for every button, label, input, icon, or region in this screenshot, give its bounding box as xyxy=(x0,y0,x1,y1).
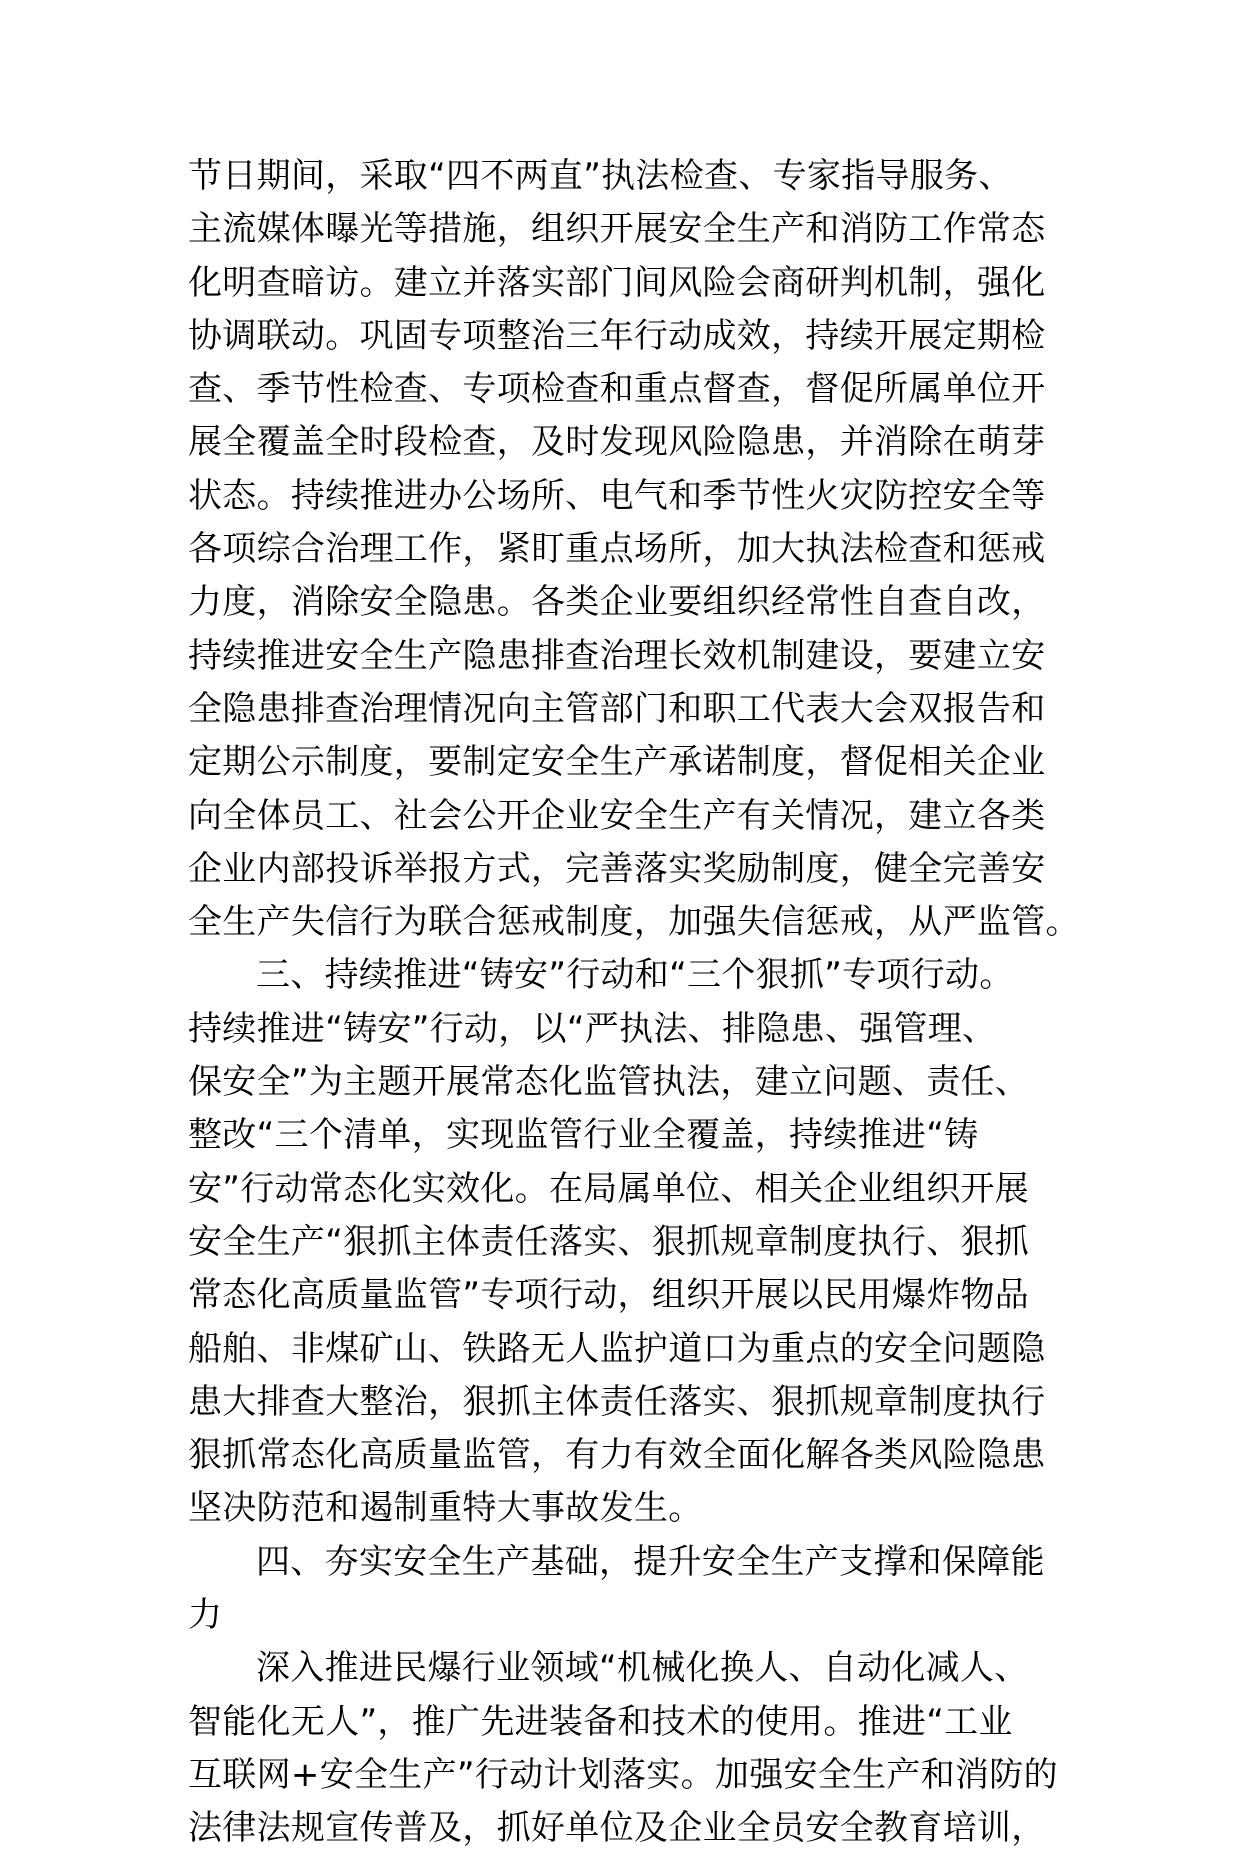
text-line: 状态。持续推进办公场所、电气和季节性火灾防控安全等 xyxy=(188,475,1046,516)
text-line: 全生产失信行为联合惩戒制度，加强失信惩戒，从严监管。 xyxy=(188,902,1080,943)
text-line: 企业内部投诉举报方式，完善落实奖励制度，健全完善安 xyxy=(188,848,1046,889)
text-line: 狠抓常态化高质量监管，有力有效全面化解各类风险隐患 xyxy=(188,1435,1046,1476)
text-line: 四、夯实安全生产基础，提升安全生产支撑和保障能 xyxy=(256,1541,1045,1582)
text-line: 节日期间，采取“四不两直”执法检查、专家指导服务、 xyxy=(188,156,1013,196)
text-line: 主流媒体曝光等措施，组织开展安全生产和消防工作常态 xyxy=(188,209,1046,250)
text-line: 力 xyxy=(188,1595,223,1636)
text-line: 深入推进民爆行业领域“机械化换人、自动化减人、 xyxy=(256,1648,1029,1689)
text-line: 安全生产“狠抓主体责任落实、狠抓规章制度执行、狠抓 xyxy=(188,1221,1030,1262)
text-line: 化明查暗访。建立并落实部门间风险会商研判机制，强化 xyxy=(188,262,1046,303)
text-line: 法律法规宣传普及，抓好单位及企业全员安全教育培训， xyxy=(188,1808,1046,1849)
text-line: 患大排查大整治，狠抓主体责任落实、狠抓规章制度执行 xyxy=(188,1381,1046,1422)
text-line: 持续推进安全生产隐患排查治理长效机制建设，要建立安 xyxy=(188,635,1046,676)
text-line: 三、持续推进“铸安”行动和“三个狠抓”专项行动。 xyxy=(256,955,1014,996)
text-line: 互联网+安全生产”行动计划落实。加强安全生产和消防的 xyxy=(188,1754,1058,1795)
text-line: 查、季节性检查、专项检查和重点督查，督促所属单位开 xyxy=(188,369,1046,410)
text-line: 向全体员工、社会公开企业安全生产有关情况，建立各类 xyxy=(188,795,1046,836)
text-line: 持续推进“铸安”行动，以“严执法、排隐患、强管理、 xyxy=(188,1008,997,1049)
text-line: 保安全”为主题开展常态化监管执法，建立问题、责任、 xyxy=(188,1062,1030,1103)
text-line: 安”行动常态化实效化。在局属单位、相关企业组织开展 xyxy=(188,1168,1030,1209)
text-line: 智能化无人”，推广先进装备和技术的使用。推进“工业 xyxy=(188,1701,1013,1742)
text-line: 常态化高质量监管”专项行动，组织开展以民用爆炸物品 xyxy=(188,1275,1030,1316)
text-line: 全隐患排查治理情况向主管部门和职工代表大会双报告和 xyxy=(188,688,1046,729)
text-line: 船舶、非煤矿山、铁路无人监护道口为重点的安全问题隐 xyxy=(188,1328,1046,1369)
body-text xyxy=(188,150,1080,1856)
text-line: 展全覆盖全时段检查，及时发现风险隐患，并消除在萌芽 xyxy=(188,422,1046,463)
text-line: 坚决防范和遏制重特大事故发生。 xyxy=(188,1488,703,1529)
text-line: 协调联动。巩固专项整治三年行动成效，持续开展定期检 xyxy=(188,315,1046,356)
text-line: 各项综合治理工作，紧盯重点场所，加大执法检查和惩戒 xyxy=(188,529,1046,570)
text-line: 力度，消除安全隐患。各类企业要组织经常性自查自改， xyxy=(188,582,1046,623)
text-line: 定期公示制度，要制定安全生产承诺制度，督促相关企业 xyxy=(188,742,1046,783)
text-line: 整改“三个清单，实现监管行业全覆盖，持续推进“铸 xyxy=(188,1115,979,1156)
